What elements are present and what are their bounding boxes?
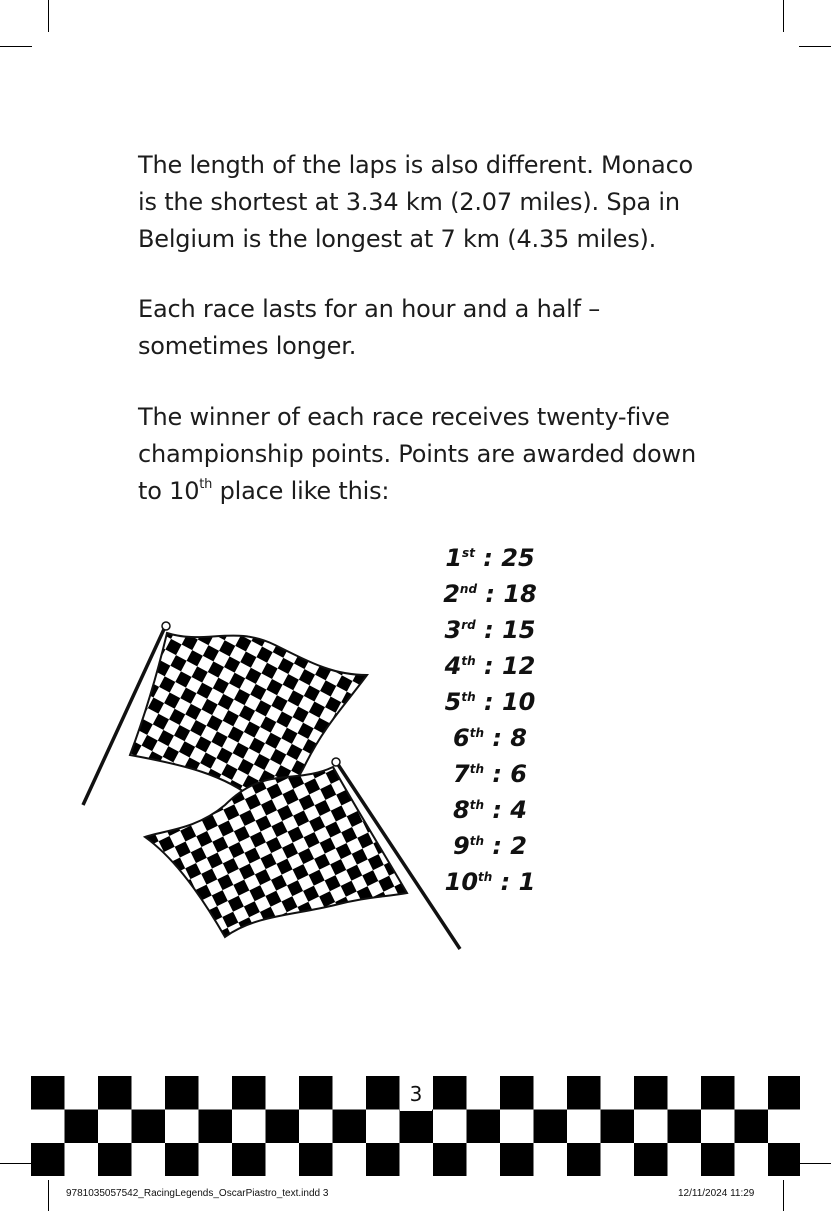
checker-square xyxy=(199,1110,233,1144)
checker-square xyxy=(467,1110,501,1144)
checker-square xyxy=(266,1110,300,1144)
checker-square xyxy=(567,1143,601,1176)
checker-square xyxy=(299,1143,333,1176)
paragraph-race-duration: Each race lasts for an hour and a half – sometimes longer. xyxy=(138,295,601,360)
points-place: 9 xyxy=(453,832,470,860)
checker-square xyxy=(98,1076,132,1110)
checker-square xyxy=(634,1143,668,1176)
checker-square xyxy=(400,1110,434,1144)
checker-square xyxy=(701,1076,735,1110)
points-place: 1 xyxy=(445,544,463,572)
checker-square xyxy=(500,1143,534,1176)
checkered-flags-icon xyxy=(75,615,475,955)
points-value: 6 xyxy=(510,760,527,788)
crop-mark xyxy=(799,46,831,47)
checker-square xyxy=(299,1076,333,1110)
points-separator: : xyxy=(483,832,511,860)
points-separator: : xyxy=(483,760,511,788)
checker-square xyxy=(65,1110,99,1144)
points-intro-superscript: th xyxy=(199,477,213,492)
checker-square xyxy=(768,1143,800,1176)
crop-mark xyxy=(783,0,784,32)
checker-square xyxy=(366,1076,400,1110)
points-separator: : xyxy=(483,796,511,824)
checker-square xyxy=(132,1110,166,1144)
checker-square xyxy=(232,1076,266,1110)
points-separator: : xyxy=(475,688,502,716)
checker-square xyxy=(31,1076,65,1110)
points-place-suffix: st xyxy=(462,546,475,560)
page-number: 3 xyxy=(400,1078,432,1111)
checker-square xyxy=(768,1076,800,1110)
checker-square xyxy=(701,1143,735,1176)
points-place-suffix: th xyxy=(461,654,476,668)
checker-square xyxy=(433,1143,467,1176)
checker-square xyxy=(31,1143,65,1176)
points-separator: : xyxy=(474,544,502,572)
points-separator: : xyxy=(483,724,511,752)
points-place-suffix: th xyxy=(469,762,484,776)
checker-square xyxy=(668,1110,702,1144)
points-place: 5 xyxy=(444,688,462,716)
points-place: 2 xyxy=(443,580,460,608)
points-value: 2 xyxy=(510,832,527,860)
paragraph-lap-length: The length of the laps is also different. Monaco is the shortest at 3.34 km (2.07 miles). Spa in Belgium is the longest at 7 km (4.35 miles). xyxy=(138,151,694,253)
checker-square xyxy=(232,1143,266,1176)
points-place-suffix: th xyxy=(461,690,476,704)
points-place: 3 xyxy=(444,616,462,644)
points-value: 18 xyxy=(503,580,537,608)
points-place: 8 xyxy=(453,796,470,824)
points-separator: : xyxy=(475,616,503,644)
points-place: 10 xyxy=(444,868,479,896)
paragraph-points-intro xyxy=(138,399,718,510)
checker-square xyxy=(165,1143,199,1176)
points-place-suffix: th xyxy=(478,870,493,884)
points-intro-text: The winner of each race receives twenty-five championship points. Points are awarded down to 10 xyxy=(138,403,696,505)
points-separator: : xyxy=(477,580,504,608)
points-place-suffix: th xyxy=(469,798,484,812)
checker-square xyxy=(567,1076,601,1110)
checker-square xyxy=(433,1076,467,1110)
points-value: 1 xyxy=(518,868,536,896)
points-value: 15 xyxy=(502,616,536,644)
crop-mark xyxy=(0,46,32,47)
points-place: 6 xyxy=(453,724,470,752)
points-place-suffix: rd xyxy=(461,618,476,632)
points-value: 25 xyxy=(501,544,535,572)
checker-square xyxy=(735,1110,769,1144)
checker-square xyxy=(500,1076,534,1110)
points-place: 4 xyxy=(444,652,462,680)
checker-square xyxy=(165,1076,199,1110)
points-row xyxy=(415,576,565,612)
checker-square xyxy=(601,1110,635,1144)
crop-mark xyxy=(48,0,49,32)
points-place-suffix: th xyxy=(469,834,484,848)
points-separator: : xyxy=(475,652,502,680)
points-place-suffix: th xyxy=(469,726,484,740)
points-value: 10 xyxy=(501,688,536,716)
points-value: 8 xyxy=(510,724,527,752)
checker-square xyxy=(366,1143,400,1176)
crop-mark xyxy=(783,1180,784,1211)
checker-square xyxy=(534,1110,568,1144)
slug-filename: 9781035057542_RacingLegends_OscarPiastro_text.indd 3 xyxy=(66,1188,329,1199)
checker-square xyxy=(98,1143,132,1176)
points-separator: : xyxy=(492,868,519,896)
checker-square xyxy=(333,1110,367,1144)
crop-mark xyxy=(48,1180,49,1211)
checker-square xyxy=(634,1076,668,1110)
slug-date: 12/11/2024 11:29 xyxy=(678,1188,755,1199)
points-place: 7 xyxy=(453,760,470,788)
points-intro-text-end: place like this: xyxy=(212,477,390,505)
points-place-suffix: nd xyxy=(459,582,478,596)
points-value: 4 xyxy=(510,796,527,824)
points-value: 12 xyxy=(501,652,536,680)
points-row xyxy=(415,540,565,576)
